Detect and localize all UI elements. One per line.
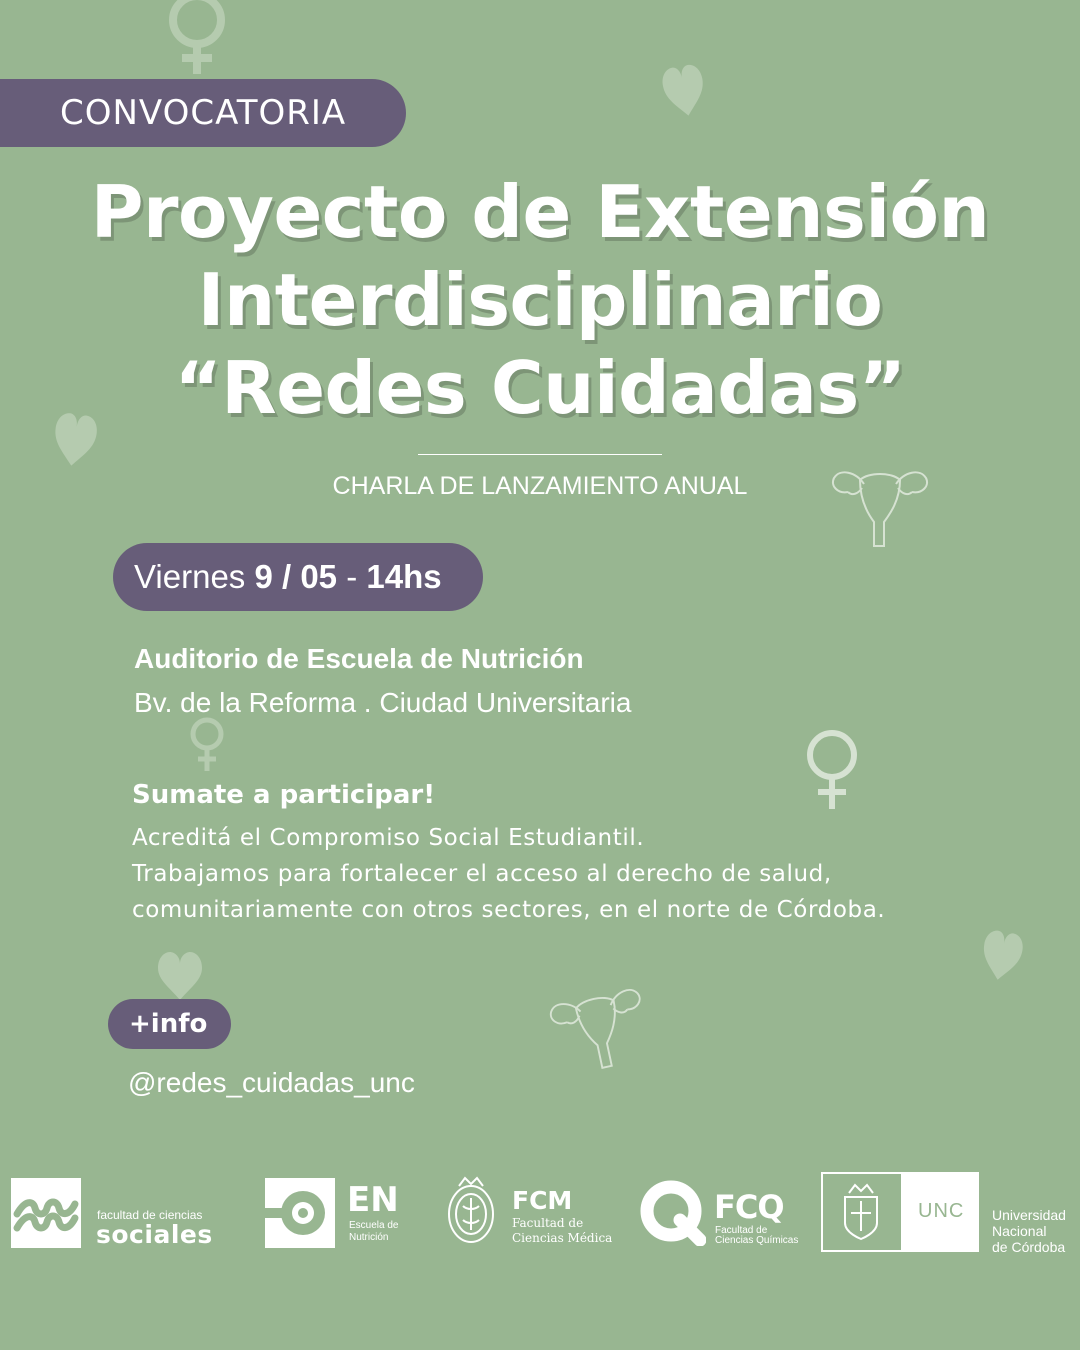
logo-ciencias-sociales xyxy=(11,1178,221,1248)
en-logo-mark xyxy=(265,1178,335,1248)
unc-line-2: Nacional xyxy=(992,1223,1047,1239)
join-line: Trabajamos para fortalecer el acceso al derecho de salud, xyxy=(132,861,832,887)
fcq-logo-mark xyxy=(640,1180,706,1246)
join-title: Sumate a participar! xyxy=(132,780,436,810)
sociales-logo-mark xyxy=(11,1178,81,1248)
date-badge xyxy=(113,543,483,611)
date-day: Viernes xyxy=(134,558,246,595)
unc-line-1: Universidad xyxy=(992,1207,1066,1223)
unc-line-3: de Córdoba xyxy=(992,1239,1066,1255)
heart-icon xyxy=(660,60,708,118)
heart-icon xyxy=(154,950,206,1000)
title-line-2: Interdisciplinario xyxy=(197,258,883,342)
page-title xyxy=(0,168,1080,432)
en-line-1: Escuela de xyxy=(349,1220,399,1231)
date-time: 14hs xyxy=(366,558,442,595)
uterus-icon xyxy=(550,985,650,1073)
date-separator: - xyxy=(346,558,358,595)
info-label: +info xyxy=(129,1009,208,1039)
date-value: 9 / 05 xyxy=(254,558,338,595)
logo-fcm xyxy=(445,1174,613,1250)
sociales-line-1: facultad de ciencias xyxy=(97,1208,203,1222)
info-badge xyxy=(108,999,231,1049)
fcm-abbr: FCM xyxy=(512,1186,573,1215)
sociales-line-2: sociales xyxy=(96,1220,213,1249)
female-symbol-icon xyxy=(188,717,226,773)
logo-unc xyxy=(821,1172,1078,1254)
join-line: comunitariamente con otros sectores, en el norte de Córdoba. xyxy=(132,897,886,923)
unc-seal-icon xyxy=(839,1183,883,1243)
fcm-seal-icon xyxy=(445,1174,497,1246)
en-line-2: Nutrición xyxy=(349,1232,389,1243)
en-abbr: EN xyxy=(347,1180,399,1220)
female-symbol-icon xyxy=(160,0,235,78)
join-line: Acreditá el Compromiso Social Estudiantil. xyxy=(132,825,645,851)
divider xyxy=(418,454,662,455)
fcq-line-1: Facultad de xyxy=(715,1225,768,1236)
title-line-3: “Redes Cuidadas” xyxy=(174,346,906,430)
convocatoria-label: CONVOCATORIA xyxy=(60,93,347,133)
unc-abbr: UNC xyxy=(918,1200,965,1222)
fcm-line-2: Ciencias Médica xyxy=(512,1231,613,1245)
venue-address: Bv. de la Reforma . Ciudad Universitaria xyxy=(134,687,632,718)
female-symbol-icon xyxy=(802,728,862,812)
venue-name: Auditorio de Escuela de Nutrición xyxy=(134,643,584,674)
join-body xyxy=(132,820,885,928)
fcm-line-1: Facultad de xyxy=(512,1216,584,1230)
subtitle: CHARLA DE LANZAMIENTO ANUAL xyxy=(332,472,748,500)
convocatoria-badge xyxy=(0,79,406,147)
heart-icon xyxy=(978,926,1026,982)
logo-escuela-nutricion xyxy=(265,1178,405,1248)
fcq-abbr: FCQ xyxy=(714,1188,784,1226)
title-line-1: Proyecto de Extensión xyxy=(90,170,990,254)
fcq-line-2: Ciencias Químicas xyxy=(715,1235,799,1246)
logo-fcq xyxy=(640,1180,805,1250)
instagram-handle[interactable]: @redes_cuidadas_unc xyxy=(128,1067,415,1098)
